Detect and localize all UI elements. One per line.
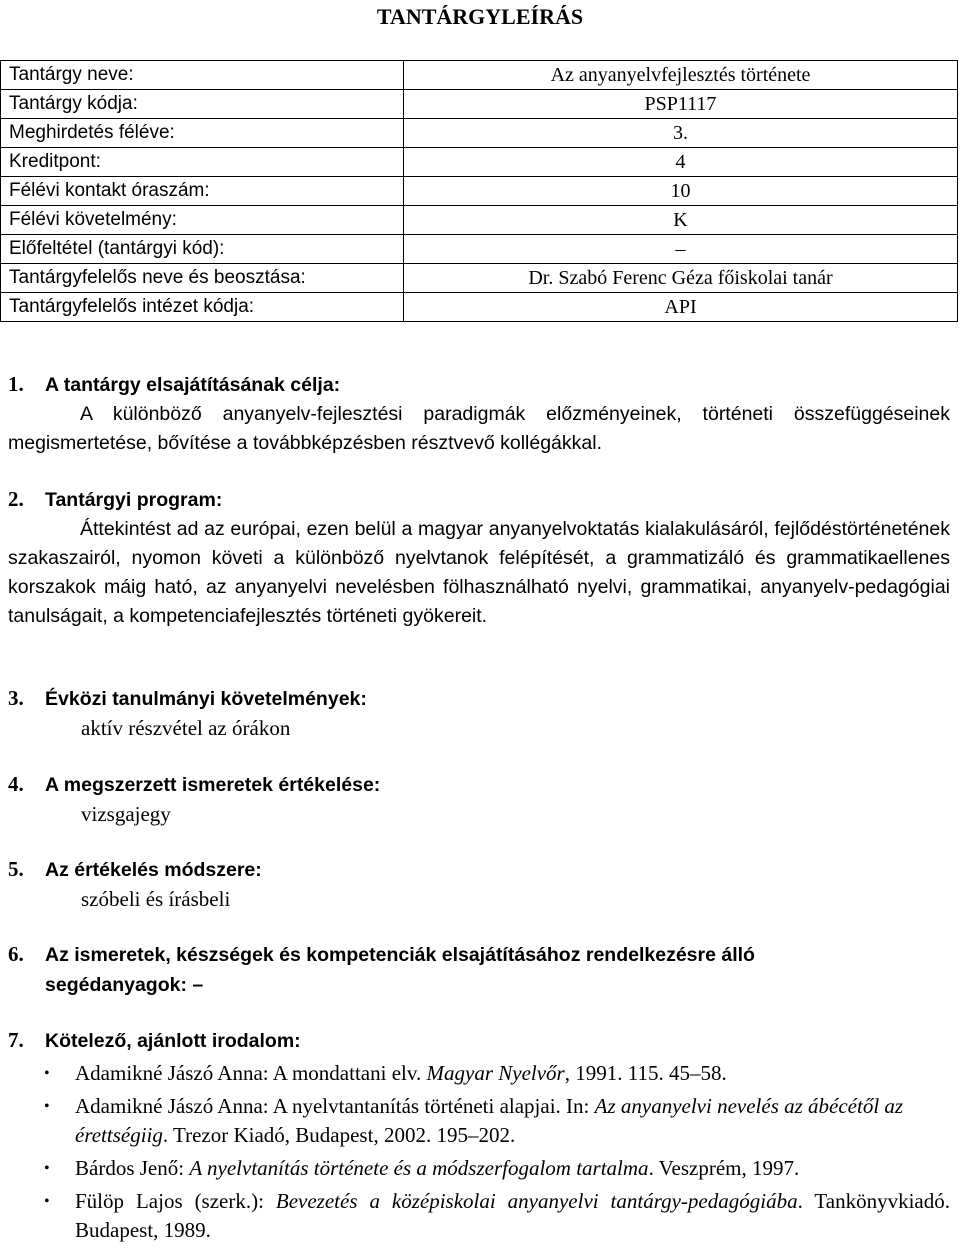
info-row	[1, 235, 958, 264]
literature-item	[0, 1187, 950, 1245]
literature-item	[0, 1059, 950, 1088]
section-body: vizsgajegy	[81, 802, 171, 826]
info-value: Az anyanyelvfejlesztés története	[404, 61, 958, 90]
literature-publication: , 1991. 115. 45–58.	[564, 1061, 727, 1085]
info-value: K	[404, 206, 958, 235]
bullet-icon: •	[44, 1098, 50, 1115]
info-row	[1, 119, 958, 148]
info-row	[1, 90, 958, 119]
section-heading: Az ismeretek, készségek és kompetenciák elsajátításához rendelkezésre álló	[45, 944, 755, 966]
literature-publication: . Tankönyvkiadó. Budapest, 1989.	[75, 1189, 950, 1242]
info-row	[1, 177, 958, 206]
literature-title: A nyelvtanítás története és a módszerfogalom tartalma	[189, 1156, 649, 1180]
section-number: 2.	[8, 487, 24, 511]
literature-item	[0, 1154, 950, 1183]
bullet-icon: •	[44, 1193, 50, 1210]
section-heading: Évközi tanulmányi követelmények:	[45, 688, 367, 710]
section-assessment	[8, 770, 950, 829]
literature-author: Adamikné Jászó Anna: A mondattani elv.	[75, 1061, 427, 1085]
info-value: Dr. Szabó Ferenc Géza főiskolai tanár	[404, 264, 958, 293]
literature-title: Bevezetés a középiskolai anyanyelvi tantárgy-pedagógiába	[275, 1189, 798, 1213]
info-row	[1, 293, 958, 322]
literature-author: Fülöp Lajos (szerk.):	[75, 1189, 276, 1213]
section-body: A különböző anyanyelv-fejlesztési paradigmák előzményeinek, történeti összefüggéseinek megismertetése, bővítése a továbbképzésben résztvevő kollégákkal.	[8, 403, 950, 454]
info-label: Tantárgy neve:	[1, 61, 404, 90]
literature-item	[0, 1092, 950, 1150]
literature-list	[0, 1059, 950, 1245]
section-heading: Tantárgyi program:	[45, 489, 223, 511]
section-number: 5.	[8, 857, 24, 881]
info-label: Félévi kontakt óraszám:	[1, 177, 404, 206]
info-row	[1, 264, 958, 293]
info-row	[1, 148, 958, 177]
section-number: 7.	[8, 1028, 24, 1052]
info-label: Tantárgyfelelős intézet kódja:	[1, 293, 404, 322]
section-heading-continued: segédanyagok: –	[45, 974, 204, 996]
section-heading: A tantárgy elsajátításának célja:	[45, 374, 341, 396]
section-heading: A megszerzett ismeretek értékelése:	[45, 774, 381, 796]
section-heading: Az értékelés módszere:	[45, 859, 262, 881]
info-row	[1, 61, 958, 90]
literature-title: Az anyanyelvi nevelés az ábécétől az érettségiig	[75, 1094, 904, 1147]
literature-title: Magyar Nyelvőr	[426, 1061, 565, 1085]
section-program	[8, 485, 950, 631]
literature-publication: . Veszprém, 1997.	[648, 1156, 800, 1180]
section-number: 4.	[8, 772, 24, 796]
document-title: TANTÁRGYLEÍRÁS	[376, 4, 584, 29]
section-body: Áttekintést ad az európai, ezen belül a magyar anyanyelvoktatás kialakulásáról, fejlődéstörténetének szakaszairól, nyomon követi a különböző nyelvtanok felépítését, a grammatizáló és grammatikaellenes korszakok máig ható, az anyanyelvi nevelésben fölhasználható nyelvi, grammatikai, anyanyelv-pedagógiai tanulságait, a kompetenciafejlesztés történeti gyökereit.	[8, 518, 950, 627]
section-goal	[8, 370, 950, 458]
info-label: Tantárgyfelelős neve és beosztása:	[1, 264, 404, 293]
course-info-table	[0, 60, 958, 322]
info-value: 4	[404, 148, 958, 177]
literature-publication: . Trezor Kiadó, Budapest, 2002. 195–202.	[162, 1123, 516, 1147]
section-body: szóbeli és írásbeli	[81, 887, 231, 911]
section-number: 6.	[8, 942, 24, 966]
section-literature	[8, 1026, 950, 1059]
info-label: Előfeltétel (tantárgyi kód):	[1, 235, 404, 264]
literature-author: Adamikné Jászó Anna: A nyelvtantanítás történeti alapjai. In:	[75, 1094, 595, 1118]
info-label: Kreditpont:	[1, 148, 404, 177]
section-body: aktív részvétel az órákon	[81, 716, 291, 740]
section-materials	[8, 940, 950, 1000]
info-row	[1, 206, 958, 235]
info-value: 10	[404, 177, 958, 206]
section-heading: Kötelező, ajánlott irodalom:	[45, 1030, 301, 1052]
info-label: Meghirdetés féléve:	[1, 119, 404, 148]
info-value: 3.	[404, 119, 958, 148]
bullet-icon: •	[44, 1160, 50, 1177]
bullet-icon: •	[44, 1065, 50, 1082]
info-value: PSP1117	[404, 90, 958, 119]
section-method	[8, 855, 950, 914]
literature-list-wrap	[0, 1059, 950, 1249]
section-requirements	[8, 684, 950, 743]
info-label: Félévi követelmény:	[1, 206, 404, 235]
section-number: 3.	[8, 686, 24, 710]
section-number: 1.	[8, 372, 24, 396]
info-value: –	[404, 235, 958, 264]
literature-author: Bárdos Jenő:	[75, 1156, 190, 1180]
info-label: Tantárgy kódja:	[1, 90, 404, 119]
info-value: API	[404, 293, 958, 322]
